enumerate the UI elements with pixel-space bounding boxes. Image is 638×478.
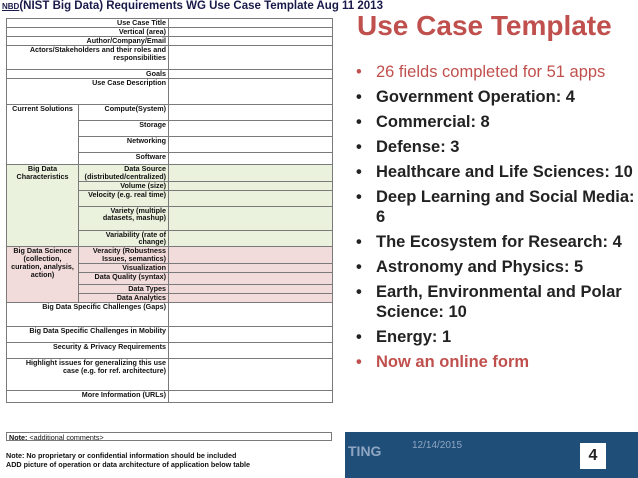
bullet-text: The Ecosystem for Research: 4 bbox=[376, 233, 622, 251]
form-title-prefix: NBD bbox=[2, 2, 20, 11]
field-value bbox=[169, 272, 333, 284]
form-title bbox=[2, 0, 383, 12]
bullet-item bbox=[356, 327, 636, 347]
bullet-text: Government Operation: 4 bbox=[376, 88, 575, 106]
bullet-dot: • bbox=[356, 258, 362, 276]
field-value bbox=[169, 137, 333, 153]
row-goals: Goals bbox=[7, 70, 169, 79]
bullet-item bbox=[356, 87, 636, 107]
row-more-info: More Information (URLs) bbox=[7, 390, 169, 402]
bullet-item bbox=[356, 162, 636, 182]
field-value bbox=[169, 19, 333, 28]
row-security: Security & Privacy Requirements bbox=[7, 342, 169, 358]
row-data-quality: Data Quality (syntax) bbox=[79, 272, 169, 284]
row-visualization: Visualization bbox=[79, 263, 169, 272]
bullet-text: Astronomy and Physics: 5 bbox=[376, 258, 584, 276]
field-value bbox=[169, 206, 333, 230]
field-value bbox=[169, 181, 333, 190]
bullet-dot: • bbox=[356, 163, 362, 181]
field-value bbox=[169, 28, 333, 37]
bullet-text: Energy: 1 bbox=[376, 328, 452, 346]
row-veracity: Veracity (Robustness Issues, semantics) bbox=[79, 247, 169, 264]
bullet-item bbox=[356, 187, 636, 227]
bullet-item bbox=[356, 257, 636, 277]
bullet-item bbox=[356, 62, 636, 82]
row-big-data-characteristics: Big Data Characteristics bbox=[7, 165, 79, 247]
row-highlight: Highlight issues for generalizing this use case (e.g. for ref. architecture) bbox=[7, 358, 169, 390]
field-value bbox=[169, 70, 333, 79]
footer-label: TING bbox=[348, 443, 382, 459]
note-box bbox=[6, 432, 332, 441]
row-use-case-title: Use Case Title bbox=[7, 19, 169, 28]
row-description: Use Case Description bbox=[7, 79, 169, 105]
row-specific-mobility: Big Data Specific Challenges in Mobility bbox=[7, 326, 169, 342]
row-big-data-science: Big Data Science (collection, curation, analysis, action) bbox=[7, 247, 79, 303]
note-value: <additional comments> bbox=[29, 433, 104, 442]
field-value bbox=[169, 326, 333, 342]
row-data-types: Data Types bbox=[79, 284, 169, 293]
bullet-text: Healthcare and Life Sciences: 10 bbox=[376, 163, 633, 181]
bullet-dot: • bbox=[356, 353, 362, 371]
bullet-item bbox=[356, 112, 636, 132]
field-value bbox=[169, 247, 333, 264]
row-specific-gaps: Big Data Specific Challenges (Gaps) bbox=[7, 302, 169, 326]
form-footer bbox=[6, 451, 250, 469]
bullet-dot: • bbox=[356, 283, 362, 301]
field-value bbox=[169, 105, 333, 121]
bullet-dot: • bbox=[356, 113, 362, 131]
row-data-analytics: Data Analytics bbox=[79, 293, 169, 302]
bullet-text: 26 fields completed for 51 apps bbox=[376, 63, 606, 81]
field-value bbox=[169, 37, 333, 46]
bullet-dot: • bbox=[356, 328, 362, 346]
row-storage: Storage bbox=[79, 121, 169, 137]
bullet-text: Defense: 3 bbox=[376, 138, 460, 156]
row-actors: Actors/Stakeholders and their roles and responsibilities bbox=[7, 46, 169, 70]
note-label: Note: bbox=[9, 433, 28, 442]
field-value bbox=[169, 263, 333, 272]
row-vertical: Vertical (area) bbox=[7, 28, 169, 37]
field-value bbox=[169, 230, 333, 247]
bullet-dot: • bbox=[356, 138, 362, 156]
row-author: Author/Company/Email bbox=[7, 37, 169, 46]
field-value bbox=[169, 293, 333, 302]
bullet-dot: • bbox=[356, 88, 362, 106]
field-value bbox=[169, 46, 333, 70]
field-value bbox=[169, 284, 333, 293]
field-value bbox=[169, 165, 333, 182]
bullet-item bbox=[356, 232, 636, 252]
bullet-item bbox=[356, 282, 636, 322]
bullet-item bbox=[356, 352, 636, 372]
field-value bbox=[169, 153, 333, 165]
field-value bbox=[169, 121, 333, 137]
field-value bbox=[169, 390, 333, 402]
bullet-text: Commercial: 8 bbox=[376, 113, 490, 131]
form-title-text: (NIST Big Data) Requirements WG Use Case Template Aug 11 2013 bbox=[19, 0, 383, 12]
bullet-text: Earth, Environmental and Polar Science: 10 bbox=[376, 283, 622, 321]
field-value bbox=[169, 302, 333, 326]
bullet-item bbox=[356, 137, 636, 157]
use-case-table bbox=[6, 18, 333, 403]
bullet-text: Deep Learning and Social Media: 6 bbox=[376, 188, 635, 226]
row-current-solutions: Current Solutions bbox=[7, 105, 79, 165]
bullet-list bbox=[356, 62, 636, 377]
bullet-text: Now an online form bbox=[376, 353, 530, 371]
field-value bbox=[169, 79, 333, 105]
bullet-dot: • bbox=[356, 63, 362, 81]
row-variability: Variability (rate of change) bbox=[79, 230, 169, 247]
footer-line-1: Note: No proprietary or confidential information should be included bbox=[6, 451, 237, 460]
row-networking: Networking bbox=[79, 137, 169, 153]
row-variety: Variety (multiple datasets, mashup) bbox=[79, 206, 169, 230]
row-compute: Compute(System) bbox=[79, 105, 169, 121]
row-volume: Volume (size) bbox=[79, 181, 169, 190]
footer-line-2: ADD picture of operation or data architecture of application below table bbox=[6, 460, 251, 469]
slide-title: Use Case Template bbox=[357, 10, 612, 41]
bullet-dot: • bbox=[356, 188, 362, 206]
field-value bbox=[169, 358, 333, 390]
field-value bbox=[169, 342, 333, 358]
row-software: Software bbox=[79, 153, 169, 165]
row-velocity: Velocity (e.g. real time) bbox=[79, 190, 169, 206]
bullet-dot: • bbox=[356, 233, 362, 251]
slide-date: 12/14/2015 bbox=[412, 440, 463, 451]
row-data-source: Data Source (distributed/centralized) bbox=[79, 165, 169, 182]
field-value bbox=[169, 190, 333, 206]
page-number: 4 bbox=[580, 443, 606, 469]
